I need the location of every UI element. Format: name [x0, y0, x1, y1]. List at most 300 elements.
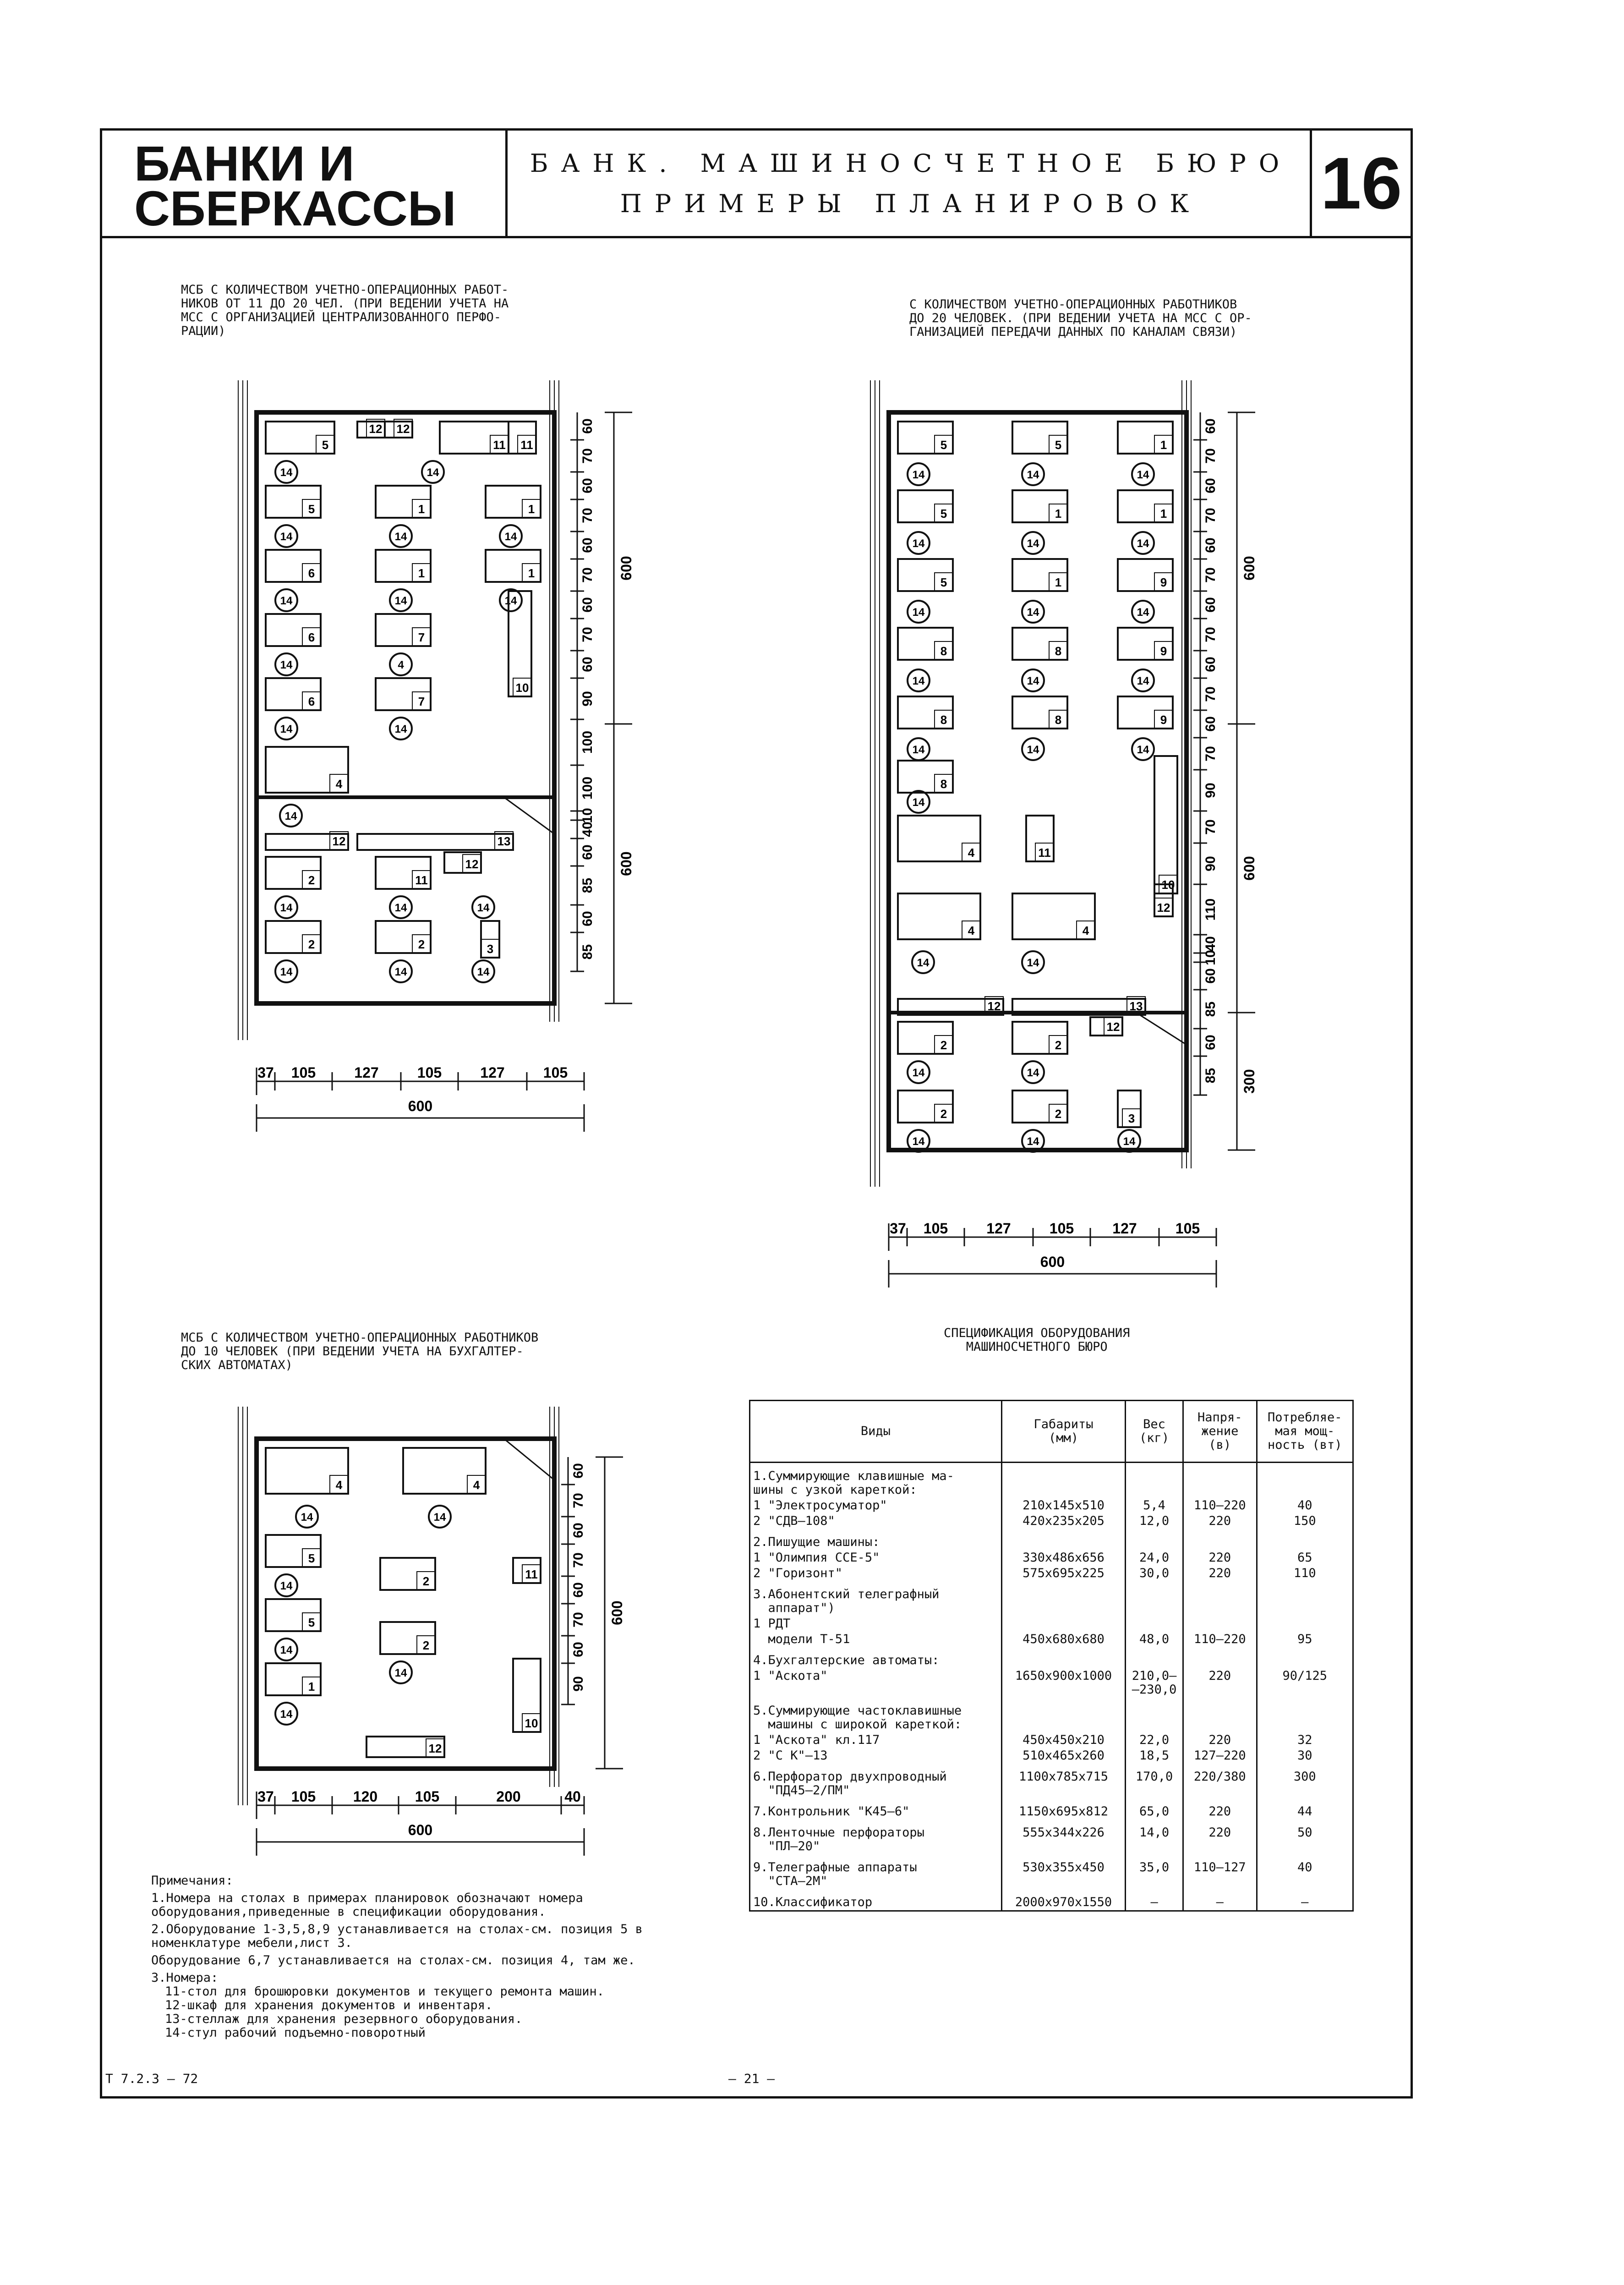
spec-cell-weight: 48,0 — [1126, 1632, 1183, 1647]
room-wall — [257, 412, 554, 1003]
desk-number: 1 — [308, 1680, 315, 1693]
chair-number: 14 — [912, 744, 925, 756]
spec-cell-voltage: 127–220 — [1183, 1748, 1257, 1764]
desk — [1154, 756, 1177, 893]
desk-number: 5 — [940, 438, 947, 452]
dimension-label: 127 — [986, 1220, 1011, 1237]
desk-number: 5 — [308, 1616, 315, 1629]
desk-number: 6 — [308, 695, 315, 708]
spec-cell-name: 2 "С К"–13 — [750, 1748, 1002, 1764]
desk-number: 1 — [1160, 438, 1167, 452]
spec-cell-dims: 555х344х226 — [1001, 1819, 1125, 1854]
dimension-label: 105 — [1049, 1220, 1074, 1237]
spec-cell-weight — [1126, 1647, 1183, 1668]
spec-row — [750, 1550, 1353, 1566]
desk-number: 1 — [1055, 507, 1062, 521]
spec-cell-power — [1257, 1616, 1353, 1632]
desk-number: 4 — [968, 924, 975, 937]
chair-number: 14 — [912, 675, 925, 687]
dimension-label: 85 — [1203, 1068, 1218, 1084]
chair-number: 14 — [394, 1667, 407, 1679]
chair-number: 14 — [1027, 957, 1039, 969]
chair-number: 14 — [1137, 469, 1149, 481]
chair-number: 14 — [280, 531, 293, 543]
desk-number: 12 — [369, 422, 383, 436]
spec-row — [750, 1889, 1353, 1911]
desk-number: 2 — [308, 873, 315, 887]
dimension-label: 70 — [1203, 448, 1218, 464]
desk-number: 6 — [308, 566, 315, 580]
spec-row — [750, 1513, 1353, 1529]
desk-number: 4 — [335, 777, 343, 791]
dimension-label: 70 — [1203, 627, 1218, 642]
dimension-label: 70 — [1203, 686, 1218, 702]
spec-cell-name: 1.Суммирующие клавишные ма- шины с узкой кареткой: — [750, 1463, 1002, 1498]
chair-number: 14 — [301, 1511, 313, 1523]
chair-number: 14 — [394, 966, 407, 978]
desk-number: 4 — [473, 1478, 480, 1492]
dimension-label: 70 — [571, 1612, 586, 1627]
desk-number: 12 — [1106, 1020, 1120, 1034]
spec-cell-name: 7.Контрольник "К45–6" — [750, 1798, 1002, 1819]
dimension-label: 90 — [1203, 856, 1218, 871]
dimension-label: 127 — [480, 1064, 505, 1081]
desk-number: 4 — [968, 846, 975, 860]
spec-cell-dims: 1650х900х1000 — [1001, 1668, 1125, 1698]
dimension-label: 60 — [1203, 1035, 1218, 1050]
desk-number: 9 — [1160, 713, 1167, 727]
dimension-label: 60 — [571, 1642, 586, 1657]
dimension-label: 60 — [1203, 597, 1218, 613]
spec-cell-voltage: 220 — [1183, 1566, 1257, 1581]
dimension-label: 60 — [571, 1463, 586, 1479]
spec-header-type: Виды — [750, 1401, 1002, 1463]
dimension-label: 85 — [580, 944, 595, 960]
spec-cell-name: 1 "Олимпия ССЕ-5" — [750, 1550, 1002, 1566]
spec-cell-dims: 530х355х450 — [1001, 1854, 1125, 1889]
chair-number: 14 — [1027, 537, 1039, 550]
chair-number: 14 — [394, 723, 407, 735]
chair-number: 14 — [394, 595, 407, 607]
spec-row — [750, 1764, 1353, 1798]
spec-row — [750, 1647, 1353, 1668]
spec-cell-name: 1 "Аскота" кл.117 — [750, 1732, 1002, 1748]
dimension-label: 40 — [564, 1788, 581, 1805]
chair-number: 14 — [1027, 744, 1039, 756]
spec-cell-voltage — [1183, 1529, 1257, 1550]
spec-cell-power — [1257, 1647, 1353, 1668]
spec-cell-name: 8.Ленточные перфораторы "ПЛ–20" — [750, 1819, 1002, 1854]
desk-number: 1 — [418, 566, 425, 580]
spec-cell-name: 1 "Аскота" — [750, 1668, 1002, 1698]
desk-number: 8 — [1055, 713, 1062, 727]
dimension-label: 127 — [1112, 1220, 1137, 1237]
spec-cell-weight: 30,0 — [1126, 1566, 1183, 1581]
chair-number: 4 — [398, 659, 404, 671]
dimension-label: 60 — [580, 657, 595, 672]
spec-cell-name: 2 "СДВ–108" — [750, 1513, 1002, 1529]
chair-number: 14 — [280, 1708, 293, 1721]
desk-number: 1 — [1055, 575, 1062, 589]
desk-number: 4 — [335, 1478, 343, 1492]
spec-row — [750, 1698, 1353, 1732]
dimension-label: 40 — [1203, 936, 1218, 952]
spec-cell-voltage — [1183, 1616, 1257, 1632]
dimension-label: 70 — [1203, 819, 1218, 835]
floor-plan-a — [229, 376, 715, 1155]
desk-number: 12 — [332, 834, 346, 848]
chair-number: 14 — [280, 966, 293, 978]
note-item: 2.Оборудование 1-3,5,8,9 устанавливается на столах-см. позиция 5 в номенклатуре мебели,лист 3. — [151, 1922, 643, 1950]
desk-number: 11 — [525, 1567, 538, 1581]
spec-cell-voltage: – — [1183, 1889, 1257, 1911]
desk-number: 12 — [428, 1742, 442, 1755]
dimension-label: 60 — [571, 1582, 586, 1598]
spec-row — [750, 1566, 1353, 1581]
chair-number: 14 — [912, 1135, 925, 1148]
spec-header-dims: Габариты (мм) — [1001, 1401, 1125, 1463]
chair-number: 14 — [280, 595, 293, 607]
desk-number: 10 — [1161, 878, 1175, 892]
spec-cell-name: 10.Классификатор — [750, 1889, 1002, 1911]
chair-number: 14 — [912, 537, 925, 550]
spec-cell-power: 44 — [1257, 1798, 1353, 1819]
dimension-label: 70 — [1203, 567, 1218, 583]
spec-row — [750, 1732, 1353, 1748]
dimension-label: 60 — [580, 597, 595, 613]
spec-cell-dims — [1001, 1581, 1125, 1616]
chair-number: 14 — [912, 469, 925, 481]
spec-cell-weight: 12,0 — [1126, 1513, 1183, 1529]
desk-number: 8 — [940, 644, 947, 658]
desk-number: 2 — [422, 1574, 430, 1588]
desk — [357, 834, 513, 850]
dimension-label: 37 — [890, 1220, 906, 1237]
notes-heading: Примечания: — [151, 1874, 233, 1888]
spec-cell-voltage: 110–220 — [1183, 1632, 1257, 1647]
spec-cell-name: 1 РДТ — [750, 1616, 1002, 1632]
dimension-label: 70 — [1203, 746, 1218, 762]
desk-number: 12 — [465, 857, 479, 871]
spec-cell-voltage — [1183, 1698, 1257, 1732]
spec-cell-dims: 510х465х260 — [1001, 1748, 1125, 1764]
spec-cell-weight: 210,0– –230,0 — [1126, 1668, 1183, 1698]
desk-number: 10 — [525, 1716, 538, 1730]
spec-cell-weight — [1126, 1463, 1183, 1498]
dimension-label: 100 — [580, 730, 595, 754]
spec-cell-dims: 210х145х510 — [1001, 1498, 1125, 1513]
desk-number: 2 — [1055, 1107, 1062, 1121]
dimension-label: 60 — [1203, 478, 1218, 493]
dimension-total: 600 — [408, 1822, 433, 1838]
spec-cell-dims: 330х486х656 — [1001, 1550, 1125, 1566]
desk-number: 12 — [987, 999, 1001, 1013]
spec-cell-dims: 1100х785х715 — [1001, 1764, 1125, 1798]
desk-number: 5 — [1055, 438, 1062, 452]
dimension-label: 120 — [353, 1788, 378, 1805]
spec-cell-power: 65 — [1257, 1550, 1353, 1566]
spec-cell-dims — [1001, 1698, 1125, 1732]
dimension-label: 60 — [1203, 657, 1218, 672]
spec-cell-weight: 5,4 — [1126, 1498, 1183, 1513]
chair-number: 14 — [284, 810, 297, 822]
dimension-label: 60 — [580, 844, 595, 860]
dimension-label: 85 — [580, 877, 595, 893]
spec-cell-weight: 170,0 — [1126, 1764, 1183, 1798]
sheet-title-line-2: ПРИМЕРЫ ПЛАНИРОВОК — [620, 189, 1202, 218]
desk-number: 6 — [308, 630, 315, 644]
chair-number: 14 — [1027, 675, 1039, 687]
spec-cell-power — [1257, 1463, 1353, 1498]
spec-header-weight: Вес (кг) — [1126, 1401, 1183, 1463]
chair-number: 14 — [1137, 744, 1149, 756]
chair-number: 14 — [280, 1644, 293, 1656]
dimension-label: 60 — [580, 911, 595, 926]
spec-cell-power: 40 — [1257, 1854, 1353, 1889]
note-item: 14-стул рабочий подъемно-поворотный — [165, 2026, 426, 2040]
spec-cell-dims — [1001, 1647, 1125, 1668]
spec-cell-voltage: 220 — [1183, 1550, 1257, 1566]
spec-cell-power: 90/125 — [1257, 1668, 1353, 1698]
desk-number: 11 — [415, 873, 428, 887]
desk-number: 11 — [1038, 846, 1051, 860]
spec-cell-weight: – — [1126, 1889, 1183, 1911]
dimension-label: 60 — [1203, 418, 1218, 434]
spec-cell-weight: 24,0 — [1126, 1550, 1183, 1566]
brand-line-2: СБЕРКАССЫ — [134, 181, 456, 236]
chair-number: 14 — [912, 796, 925, 809]
spec-cell-dims: 450х450х210 — [1001, 1732, 1125, 1748]
dimension-label: 10 — [580, 808, 595, 823]
spec-cell-voltage: 220 — [1183, 1513, 1257, 1529]
chair-number: 14 — [280, 723, 293, 735]
brand-line-1: БАНКИ И — [134, 136, 355, 191]
dimension-total: 600 — [618, 851, 634, 876]
chair-number: 14 — [912, 606, 925, 619]
dimension-total: 600 — [618, 556, 634, 581]
spec-cell-power: 95 — [1257, 1632, 1353, 1647]
spec-row — [750, 1632, 1353, 1647]
spec-row — [750, 1581, 1353, 1616]
brand-cell — [102, 131, 508, 236]
sheet-title-line-1: БАНК. МАШИНОСЧЕТНОЕ БЮРО — [530, 149, 1292, 178]
desk-number: 12 — [396, 422, 410, 436]
dimension-label: 70 — [580, 508, 595, 523]
dimension-label: 37 — [257, 1788, 274, 1805]
dimension-label: 105 — [923, 1220, 948, 1237]
desk-number: 1 — [418, 502, 425, 516]
desk-number: 13 — [1129, 999, 1143, 1013]
page-number: – 21 – — [728, 2071, 775, 2086]
desk-number: 1 — [1160, 507, 1167, 521]
spec-cell-voltage: 220/380 — [1183, 1764, 1257, 1798]
spec-cell-voltage — [1183, 1647, 1257, 1668]
desk-number: 5 — [322, 438, 329, 452]
desk-number: 2 — [940, 1107, 947, 1121]
chair-number: 14 — [504, 531, 517, 543]
dimension-label: 105 — [291, 1788, 316, 1805]
dimension-label: 37 — [257, 1064, 274, 1081]
desk-number: 8 — [940, 713, 947, 727]
desk-number: 11 — [493, 438, 506, 452]
dimension-label: 110 — [1203, 898, 1218, 921]
dimension-label: 60 — [1203, 968, 1218, 984]
chair-number: 14 — [394, 531, 407, 543]
spec-row — [750, 1798, 1353, 1819]
desk-number: 8 — [940, 777, 947, 791]
dimension-label: 40 — [580, 822, 595, 837]
desk-number: 8 — [1055, 644, 1062, 658]
spec-cell-power — [1257, 1581, 1353, 1616]
spec-cell-name: 3.Абонентский телеграфный аппарат") — [750, 1581, 1002, 1616]
spec-cell-weight — [1126, 1581, 1183, 1616]
chair-number: 14 — [394, 902, 407, 914]
dimension-label: 70 — [571, 1552, 586, 1568]
desk-number: 12 — [1157, 901, 1170, 915]
spec-header-power: Потребляе- мая мощ- ность (вт) — [1257, 1401, 1353, 1463]
dimension-label: 70 — [571, 1493, 586, 1508]
chair-number: 14 — [504, 595, 517, 607]
floor-plan-c — [229, 1402, 687, 1869]
spec-cell-dims: 420х235х205 — [1001, 1513, 1125, 1529]
chair-number: 14 — [433, 1511, 446, 1523]
desk-number: 10 — [515, 681, 529, 695]
spec-cell-power: 32 — [1257, 1732, 1353, 1748]
chair-number: 14 — [477, 902, 490, 914]
chair-number: 14 — [1027, 606, 1039, 619]
note-item: Оборудование 6,7 устанавливается на столах-см. позиция 4, там же. — [151, 1953, 635, 1967]
desk-number: 3 — [1128, 1112, 1135, 1125]
caption-plan-a: МСБ С КОЛИЧЕСТВОМ УЧЕТНО-ОПЕРАЦИОННЫХ РАБОТ- НИКОВ ОТ 11 ДО 20 ЧЕЛ. (ПРИ ВЕДЕНИИ УЧЕТА НА МСС С ОРГАНИЗАЦИЕЙ ЦЕНТРАЛИЗОВАННОГО ПЕРФО- РАЦИИ) — [181, 283, 509, 338]
spec-cell-power: 150 — [1257, 1513, 1353, 1529]
spec-cell-weight — [1126, 1616, 1183, 1632]
desk-number: 2 — [418, 937, 425, 951]
chair-number: 14 — [280, 902, 293, 914]
spec-cell-weight — [1126, 1529, 1183, 1550]
spec-cell-dims: 450х680х680 — [1001, 1632, 1125, 1647]
caption-plan-c: МСБ С КОЛИЧЕСТВОМ УЧЕТНО-ОПЕРАЦИОННЫХ РАБОТНИКОВ ДО 10 ЧЕЛОВЕК (ПРИ ВЕДЕНИИ УЧЕТА НА БУХГАЛТЕР- СКИХ АВТОМАТАХ) — [181, 1331, 539, 1372]
dimension-total: 600 — [1040, 1254, 1065, 1270]
spec-cell-dims: 575х695х225 — [1001, 1566, 1125, 1581]
desk-number: 2 — [422, 1638, 430, 1652]
spec-cell-weight: 18,5 — [1126, 1748, 1183, 1764]
dimension-total: 300 — [1241, 1069, 1258, 1094]
note-item: 12-шкаф для хранения документов и инвентаря. — [165, 1998, 493, 2012]
note-item: 13-стеллаж для хранения резервного оборудования. — [165, 2012, 523, 2026]
spec-cell-dims — [1001, 1463, 1125, 1498]
desk-number: 7 — [418, 630, 425, 644]
room-wall — [257, 1439, 554, 1769]
dimension-label: 60 — [1203, 716, 1218, 732]
door-swing — [504, 797, 554, 834]
desk-number: 5 — [940, 575, 947, 589]
spec-row — [750, 1616, 1353, 1632]
chair-number: 14 — [280, 659, 293, 671]
chair-number: 14 — [1137, 537, 1149, 550]
chair-number: 14 — [912, 1067, 925, 1079]
dimension-label: 70 — [1203, 508, 1218, 523]
notes-block — [151, 1874, 728, 2040]
chair-number: 14 — [280, 1580, 293, 1592]
dimension-label: 70 — [580, 448, 595, 464]
spec-cell-voltage: 220 — [1183, 1819, 1257, 1854]
chair-number: 14 — [1027, 1135, 1039, 1148]
spec-row — [750, 1498, 1353, 1513]
dimension-label: 105 — [1175, 1220, 1200, 1237]
desk-number: 11 — [520, 438, 533, 452]
desk-number: 5 — [308, 1551, 315, 1565]
chair-number: 14 — [1027, 1067, 1039, 1079]
dimension-label: 60 — [580, 537, 595, 553]
sheet-number: 16 — [1310, 131, 1411, 236]
desk-number: 2 — [940, 1038, 947, 1052]
desk-number: 7 — [418, 695, 425, 708]
spec-cell-voltage — [1183, 1463, 1257, 1498]
spec-cell-weight: 35,0 — [1126, 1854, 1183, 1889]
desk-number: 1 — [528, 566, 535, 580]
spec-row — [750, 1463, 1353, 1498]
dimension-label: 60 — [580, 418, 595, 434]
desk-number: 9 — [1160, 644, 1167, 658]
desk-number: 2 — [1055, 1038, 1062, 1052]
chair-number: 14 — [477, 966, 490, 978]
caption-spec: СПЕЦИФИКАЦИЯ ОБОРУДОВАНИЯ МАШИНОСЧЕТНОГО БЮРО — [944, 1326, 1130, 1354]
chair-number: 14 — [917, 957, 930, 969]
spec-cell-weight: 65,0 — [1126, 1798, 1183, 1819]
spec-cell-name: 2.Пишущие машины: — [750, 1529, 1002, 1550]
floor-plan-b — [861, 376, 1333, 1310]
spec-cell-weight: 22,0 — [1126, 1732, 1183, 1748]
caption-plan-b: С КОЛИЧЕСТВОМ УЧЕТНО-ОПЕРАЦИОННЫХ РАБОТНИКОВ ДО 20 ЧЕЛОВЕК. (ПРИ ВЕДЕНИИ УЧЕТА НА МСС С ОР- ГАНИЗАЦИЕЙ ПЕРЕДАЧИ ДАННЫХ ПО КАНАЛАМ СВЯЗИ) — [909, 297, 1252, 339]
spec-cell-power: 30 — [1257, 1748, 1353, 1764]
dimension-label: 90 — [580, 691, 595, 707]
chair-number: 14 — [1123, 1135, 1136, 1148]
spec-header-voltage: Напря- жение (в) — [1183, 1401, 1257, 1463]
spec-cell-name: 5.Суммирующие частоклавишные машины с широкой кареткой: — [750, 1698, 1002, 1732]
spec-row — [750, 1854, 1353, 1889]
drawing-code: Т 7.2.3 – 72 — [105, 2071, 198, 2086]
spec-cell-voltage: 220 — [1183, 1798, 1257, 1819]
spec-cell-power: 40 — [1257, 1498, 1353, 1513]
dimension-label: 105 — [543, 1064, 568, 1081]
dimension-label: 70 — [580, 627, 595, 642]
note-item: 3.Номера: — [151, 1971, 219, 1985]
dimension-label: 105 — [291, 1064, 316, 1081]
chair-number: 14 — [1137, 606, 1149, 619]
spec-row — [750, 1819, 1353, 1854]
spec-cell-dims: 1150х695х812 — [1001, 1798, 1125, 1819]
note-item: 11-стол для брошюровки документов и текущего ремонта машин. — [165, 1984, 605, 1999]
chair-number: 14 — [1027, 469, 1039, 481]
dimension-label: 10 — [1203, 950, 1218, 965]
spec-cell-power — [1257, 1698, 1353, 1732]
spec-cell-dims: 2000х970х1550 — [1001, 1889, 1125, 1911]
spec-cell-name: модели Т-51 — [750, 1632, 1002, 1647]
desk-number: 2 — [308, 937, 315, 951]
spec-cell-power: 110 — [1257, 1566, 1353, 1581]
desk-number: 13 — [497, 834, 511, 848]
spec-row — [750, 1748, 1353, 1764]
dimension-label: 60 — [580, 478, 595, 493]
spec-cell-name: 4.Бухгалтерские автоматы: — [750, 1647, 1002, 1668]
spec-cell-voltage — [1183, 1581, 1257, 1616]
dimension-label: 100 — [580, 776, 595, 800]
spec-cell-voltage: 220 — [1183, 1668, 1257, 1698]
spec-cell-dims — [1001, 1616, 1125, 1632]
dimension-label: 70 — [580, 567, 595, 583]
spec-row — [750, 1668, 1353, 1698]
dimension-label: 105 — [417, 1064, 442, 1081]
